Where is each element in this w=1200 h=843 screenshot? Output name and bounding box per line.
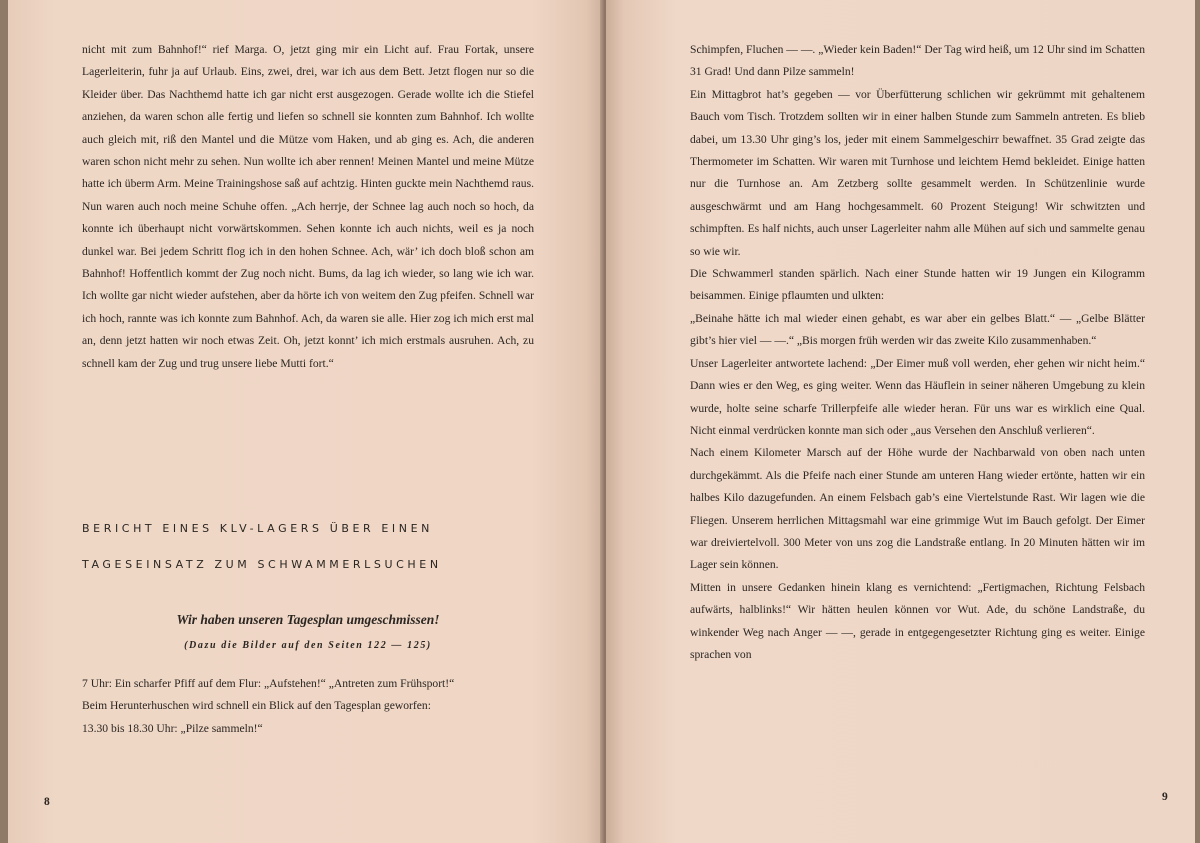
right-paragraph-4: „Beinahe hätte ich mal wieder einen gehabt, es war aber ein gelbes Blatt.“ — „Gelbe Blätter gibt’s hier viel — —.“ „Bis morgen früh werden wir das zweite Kilo zusammenhaben.“ <box>690 311 1145 348</box>
report-heading-line-1: BERICHT EINES KLV-LAGERS ÜBER EINEN <box>82 522 433 535</box>
right-page-body-text <box>690 39 1145 666</box>
right-paragraph-5: Unser Lagerleiter antwortete lachend: „Der Eimer muß voll werden, eher gehen wir nicht heim.“ Dann wies er den Weg, es ging weiter. Wenn das Häuflein in seiner näheren Umgebung zu klein wurde, holte seine scharfe Trillerpfeife alle wieder heran. Für uns war es wirklich eine Qual. Nicht einmal verdrücken konnte man sich oder „aus Versehen den Anschluß verlieren“. <box>690 356 1145 437</box>
right-page-number: 9 <box>1162 791 1168 803</box>
report-subnote: (Dazu die Bilder auf den Seiten 122 — 125) <box>184 640 432 651</box>
left-paragraph-1: nicht mit zum Bahnhof!“ rief Marga. O, jetzt ging mir ein Licht auf. Frau Fortak, unsere Lagerleiterin, fuhr ja auf Urlaub. Eins, zwei, drei, war ich aus dem Bett. Jetzt flogen nur so die Kleider über. Das Nachthemd hatte ich gar nicht erst ausgezogen. Gerade wollte ich die Stiefel anziehen, da waren schon alle fertig und liefen so schnell sie konnten zum Bahnhof. Ich wollte auch gleich mit, riß den Mantel und die Mütze vom Haken, und ab ging es. Ach, die anderen waren schon nicht mehr zu sehen. Nun wollte ich aber rennen! Meinen Mantel und meine Mütze hatte ich überm Arm. Meine Trainingshose saß auf achtzig. Hinten guckte mein Nachthemd raus. Nun waren auch noch meine Schuhe offen. „Ach herrje, der Schnee lag auch noch so hoch, da konnte ich überhaupt nicht vorwärtskommen. Sehen konnte ich auch nichts, weil es ja noch dunkel war. Bei jedem Schritt flog ich in den hohen Schnee. Ach, wär’ ich doch bloß schon am Bahnhof! Hoffentlich kommt der Zug noch nicht. Bums, da lag ich wieder, so lang wie ich war. Ich wollte gar nicht wieder aufstehen, aber da hörte ich von weitem den Zug pfeifen. Schnell war ich hoch, rannte was ich konnte zum Bahnhof. Ach, da waren sie alle. Hier zog ich mich erst mal an, denn jetzt hatten wir noch etwas Zeit. Oh, jetzt konnt’ ich mich erstmals ausruhen. Ach, zu schnell kam der Zug und trug unsere liebe Mutti fort.“ <box>82 43 534 370</box>
left-page <box>8 0 604 843</box>
left-page-number: 8 <box>44 796 50 808</box>
left-paragraph-3: Beim Herunterhuschen wird schnell ein Blick auf den Tagesplan geworfen: <box>82 699 431 713</box>
left-paragraph-4: 13.30 bis 18.30 Uhr: „Pilze sammeln!“ <box>82 721 263 735</box>
report-heading-line-2: TAGESEINSATZ ZUM SCHWAMMERLSUCHEN <box>82 558 442 571</box>
left-page-body-text <box>82 39 534 375</box>
right-paragraph-2: Ein Mittagbrot hat’s gegeben — vor Überfütterung schlichen wir gekrümmt mit gehaltenem Bauch vom Tisch. Trotzdem sollten wir in einer halben Stunde zum Sammeln antreten. Es blieb dabei, um 13.30 Uhr ging’s los, jeder mit einem Sammelgeschirr bewaffnet. 35 Grad zeigte das Thermometer im Schatten. Wir waren mit Turnhose und leichtem Hemd bekleidet. Einige hatten nur die Turnhose an. Am Zetzberg sollte gesammelt werden. In Schützenlinie wurde ausgeschwärmt und am Hang hochgesammelt. 60 Prozent Steigung! Wir schwitzten und schimpften. Es half nichts, auch unser Lagerleiter nahm alle Mühen auf sich und sammelte genau so wie wir. <box>690 87 1145 258</box>
right-page <box>606 0 1195 843</box>
left-paragraph-2: 7 Uhr: Ein scharfer Pfiff auf dem Flur: „Aufstehen!“ „Antreten zum Frühsport!“ <box>82 677 455 690</box>
left-page-report-text <box>82 673 534 740</box>
report-subtitle: Wir haben unseren Tagesplan umgeschmissen! <box>176 612 440 627</box>
right-paragraph-6: Nach einem Kilometer Marsch auf der Höhe wurde der Nachbarwald von oben nach unten durchgekämmt. Als die Pfeife nach einer Stunde am unteren Hang wieder ertönte, hatten wir ein halbes Kilo dazugefunden. An einem Felsbach gab’s eine Viertelstunde Rast. Wir lagen wie die Fliegen. Unserem herrlichen Mittagsmahl war eine grimmige Wut im Bauch gefolgt. Der Eimer war dreiviertelvoll. 300 Meter von uns zog die Landstraße entlang. In 20 Minuten hätten wir im Lager sein können. <box>690 446 1145 572</box>
right-paragraph-7: Mitten in unsere Gedanken hinein klang es vernichtend: „Fertigmachen, Richtung Felsbach aufwärts, halblinks!“ Wir hätten heulen können vor Wut. Ade, du schöne Landstraße, du winkender Weg nach Anger — —, gerade in entgegengesetzter Richtung ging es weiter. Einige sprachen von <box>690 580 1145 661</box>
right-paragraph-3: Die Schwammerl standen spärlich. Nach einer Stunde hatten wir 19 Jungen ein Kilogramm beisammen. Einige pflaumten und ulkten: <box>690 267 1145 303</box>
right-paragraph-1: Schimpfen, Fluchen — —. „Wieder kein Baden!“ Der Tag wird heiß, um 12 Uhr sind im Schatten 31 Grad! Und dann Pilze sammeln! <box>690 43 1145 79</box>
